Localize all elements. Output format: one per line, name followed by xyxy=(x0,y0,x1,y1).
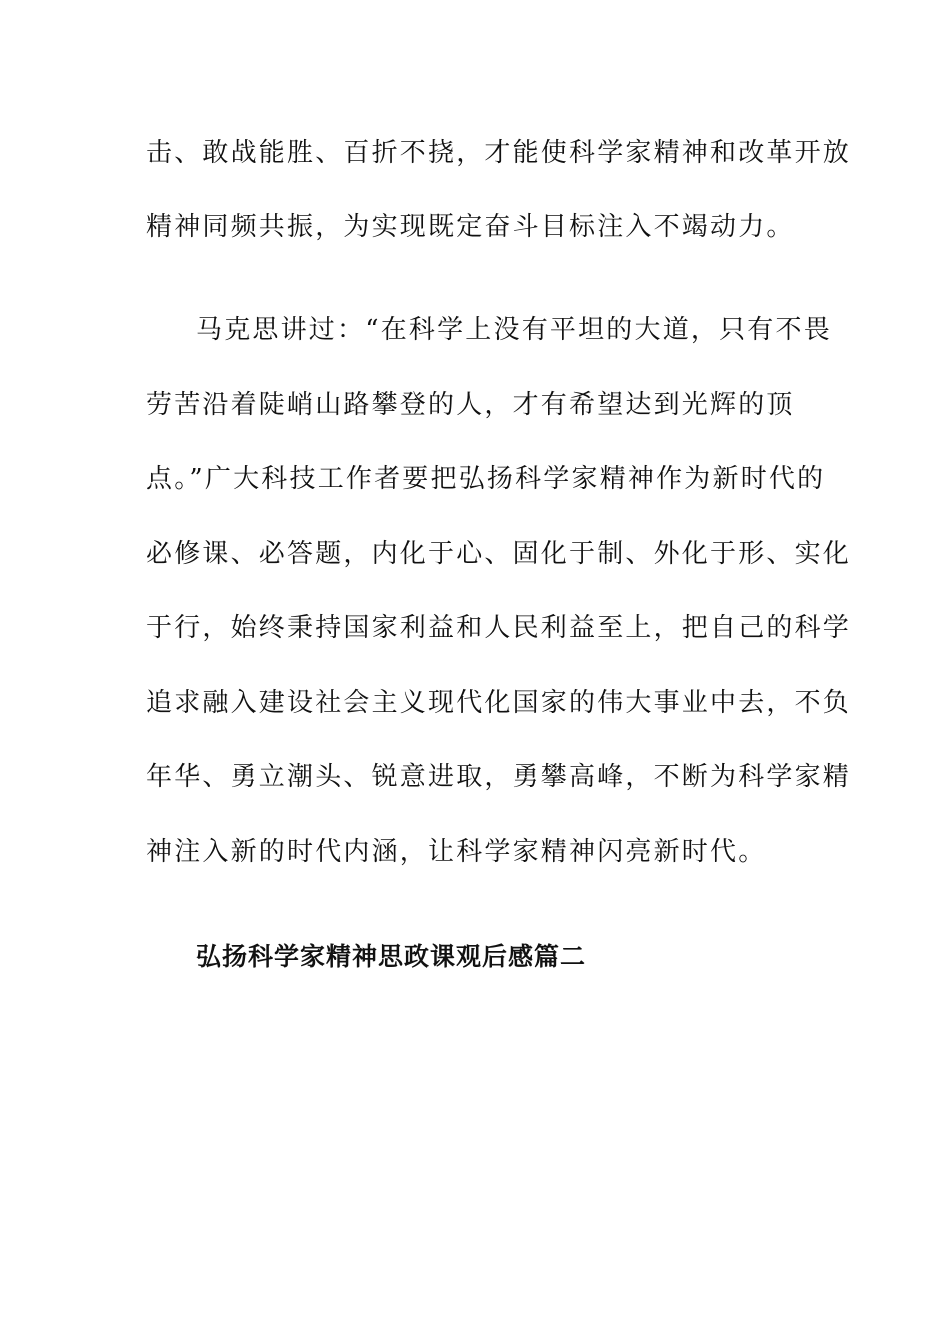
paragraph-line: 马克思讲过：“在科学上没有平坦的大道，只有不畏 xyxy=(196,315,832,345)
paragraph-line: 于行，始终秉持国家利益和人民利益至上，把自己的科学 xyxy=(146,613,852,643)
section-heading: 弘扬科学家精神思政课观后感篇二 xyxy=(196,942,587,971)
paragraph-line: 年华、勇立潮头、锐意进取，勇攀高峰，不断为科学家精 xyxy=(146,762,852,792)
paragraph-line: 追求融入建设社会主义现代化国家的伟大事业中去，不负 xyxy=(146,688,852,718)
paragraph-line: 劳苦沿着陡峭山路攀登的人，才有希望达到光辉的顶 xyxy=(146,390,795,420)
paragraph-line: 点。”广大科技工作者要把弘扬科学家精神作为新时代的 xyxy=(146,464,826,494)
paragraph-line: 神注入新的时代内涵，让科学家精神闪亮新时代。 xyxy=(146,837,767,867)
paragraph-line: 击、敢战能胜、百折不挠，才能使科学家精神和改革开放 xyxy=(146,138,852,168)
paragraph-line: 精神同频共振，为实现既定奋斗目标注入不竭动力。 xyxy=(146,212,795,242)
paragraph-line: 必修课、必答题，内化于心、固化于制、外化于形、实化 xyxy=(146,539,852,569)
